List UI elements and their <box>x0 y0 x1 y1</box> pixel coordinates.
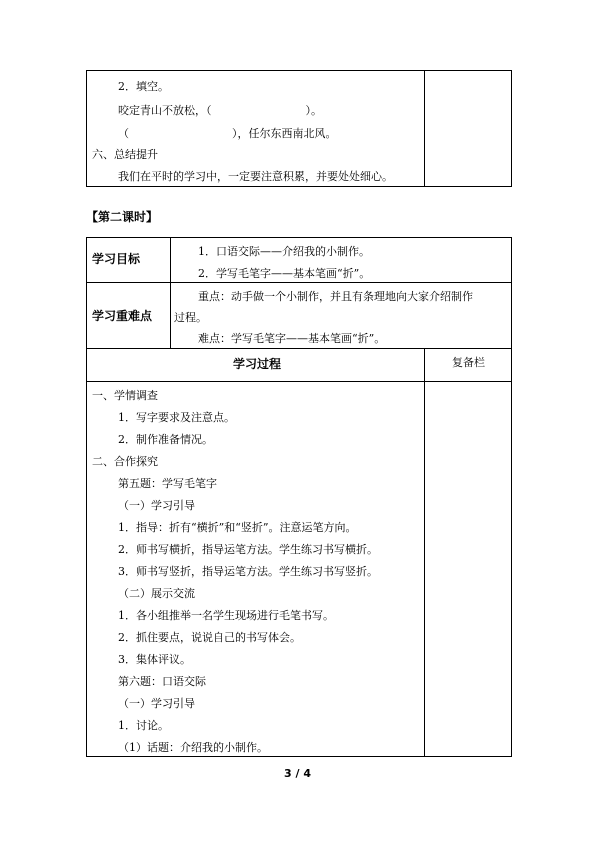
fill-blank-heading: 2．填空。 <box>118 80 169 93</box>
label-column-divider <box>170 237 171 348</box>
poem-line-2-start: （ <box>118 127 129 140</box>
process-line: 3．师书写竖折，指导运笔方法。学生练习书写竖折。 <box>118 565 378 578</box>
key-line-1: 重点：动手做一个小制作，并且有条理地向大家介绍制作 <box>198 290 473 303</box>
notes-column-divider <box>424 348 425 757</box>
process-line: 1．指导：折有“横折”和“竖折”。注意运笔方向。 <box>118 521 357 534</box>
summary-text: 我们在平时的学习中，一定要注意积累，并要处处细心。 <box>118 170 393 183</box>
row-divider-key <box>86 348 512 349</box>
page-number: 3 / 4 <box>284 767 311 780</box>
process-line: 1．讨论。 <box>118 719 169 732</box>
process-line: （二）展示交流 <box>118 587 195 600</box>
process-line: 1．各小组推举一名学生现场进行毛笔书写。 <box>118 609 334 622</box>
poem-line-1-start: 咬定青山不放松，（ <box>118 104 212 117</box>
process-line: 二、合作探究 <box>92 455 158 468</box>
row-divider-goal <box>86 282 512 283</box>
process-line: 第五题：学写毛笔字 <box>118 477 217 490</box>
poem-line-1-end: ）。 <box>305 104 322 117</box>
process-line: （一）学习引导 <box>118 499 195 512</box>
poem-line-1 <box>118 104 322 118</box>
key-line-3: 难点：学写毛笔字——基本笔画“折”。 <box>198 332 386 345</box>
process-line: 2．制作准备情况。 <box>118 433 213 446</box>
continuation-table-divider <box>424 70 425 187</box>
process-line: （一）学习引导 <box>118 697 195 710</box>
process-line: 2．师书写横折，指导运笔方法。学生练习书写横折。 <box>118 543 378 556</box>
process-line: 第六题：口语交际 <box>118 675 206 688</box>
process-line: 一、学情调查 <box>92 389 158 402</box>
process-line: 2．抓住要点，说说自己的书写体会。 <box>118 631 301 644</box>
process-line: 1．写字要求及注意点。 <box>118 411 235 424</box>
poem-line-2 <box>118 127 337 141</box>
row-divider-process <box>86 381 512 382</box>
section-title: 【第二课时】 <box>86 210 159 224</box>
goal-line-1: 1．口语交际——介绍我的小制作。 <box>198 245 370 258</box>
goal-label: 学习目标 <box>92 252 141 266</box>
process-line: （1）话题：介绍我的小制作。 <box>118 741 268 754</box>
key-line-2: 过程。 <box>174 311 207 324</box>
notes-header: 复备栏 <box>452 356 485 369</box>
summary-heading: 六、总结提升 <box>92 148 158 161</box>
key-points-label: 学习重难点 <box>92 309 153 323</box>
goal-line-2: 2．学写毛笔字——基本笔画“折”。 <box>198 267 371 280</box>
process-line: 3．集体评议。 <box>118 653 191 666</box>
poem-line-2-end: ），任尔东西南北风。 <box>232 127 337 140</box>
process-header: 学习过程 <box>233 357 282 371</box>
